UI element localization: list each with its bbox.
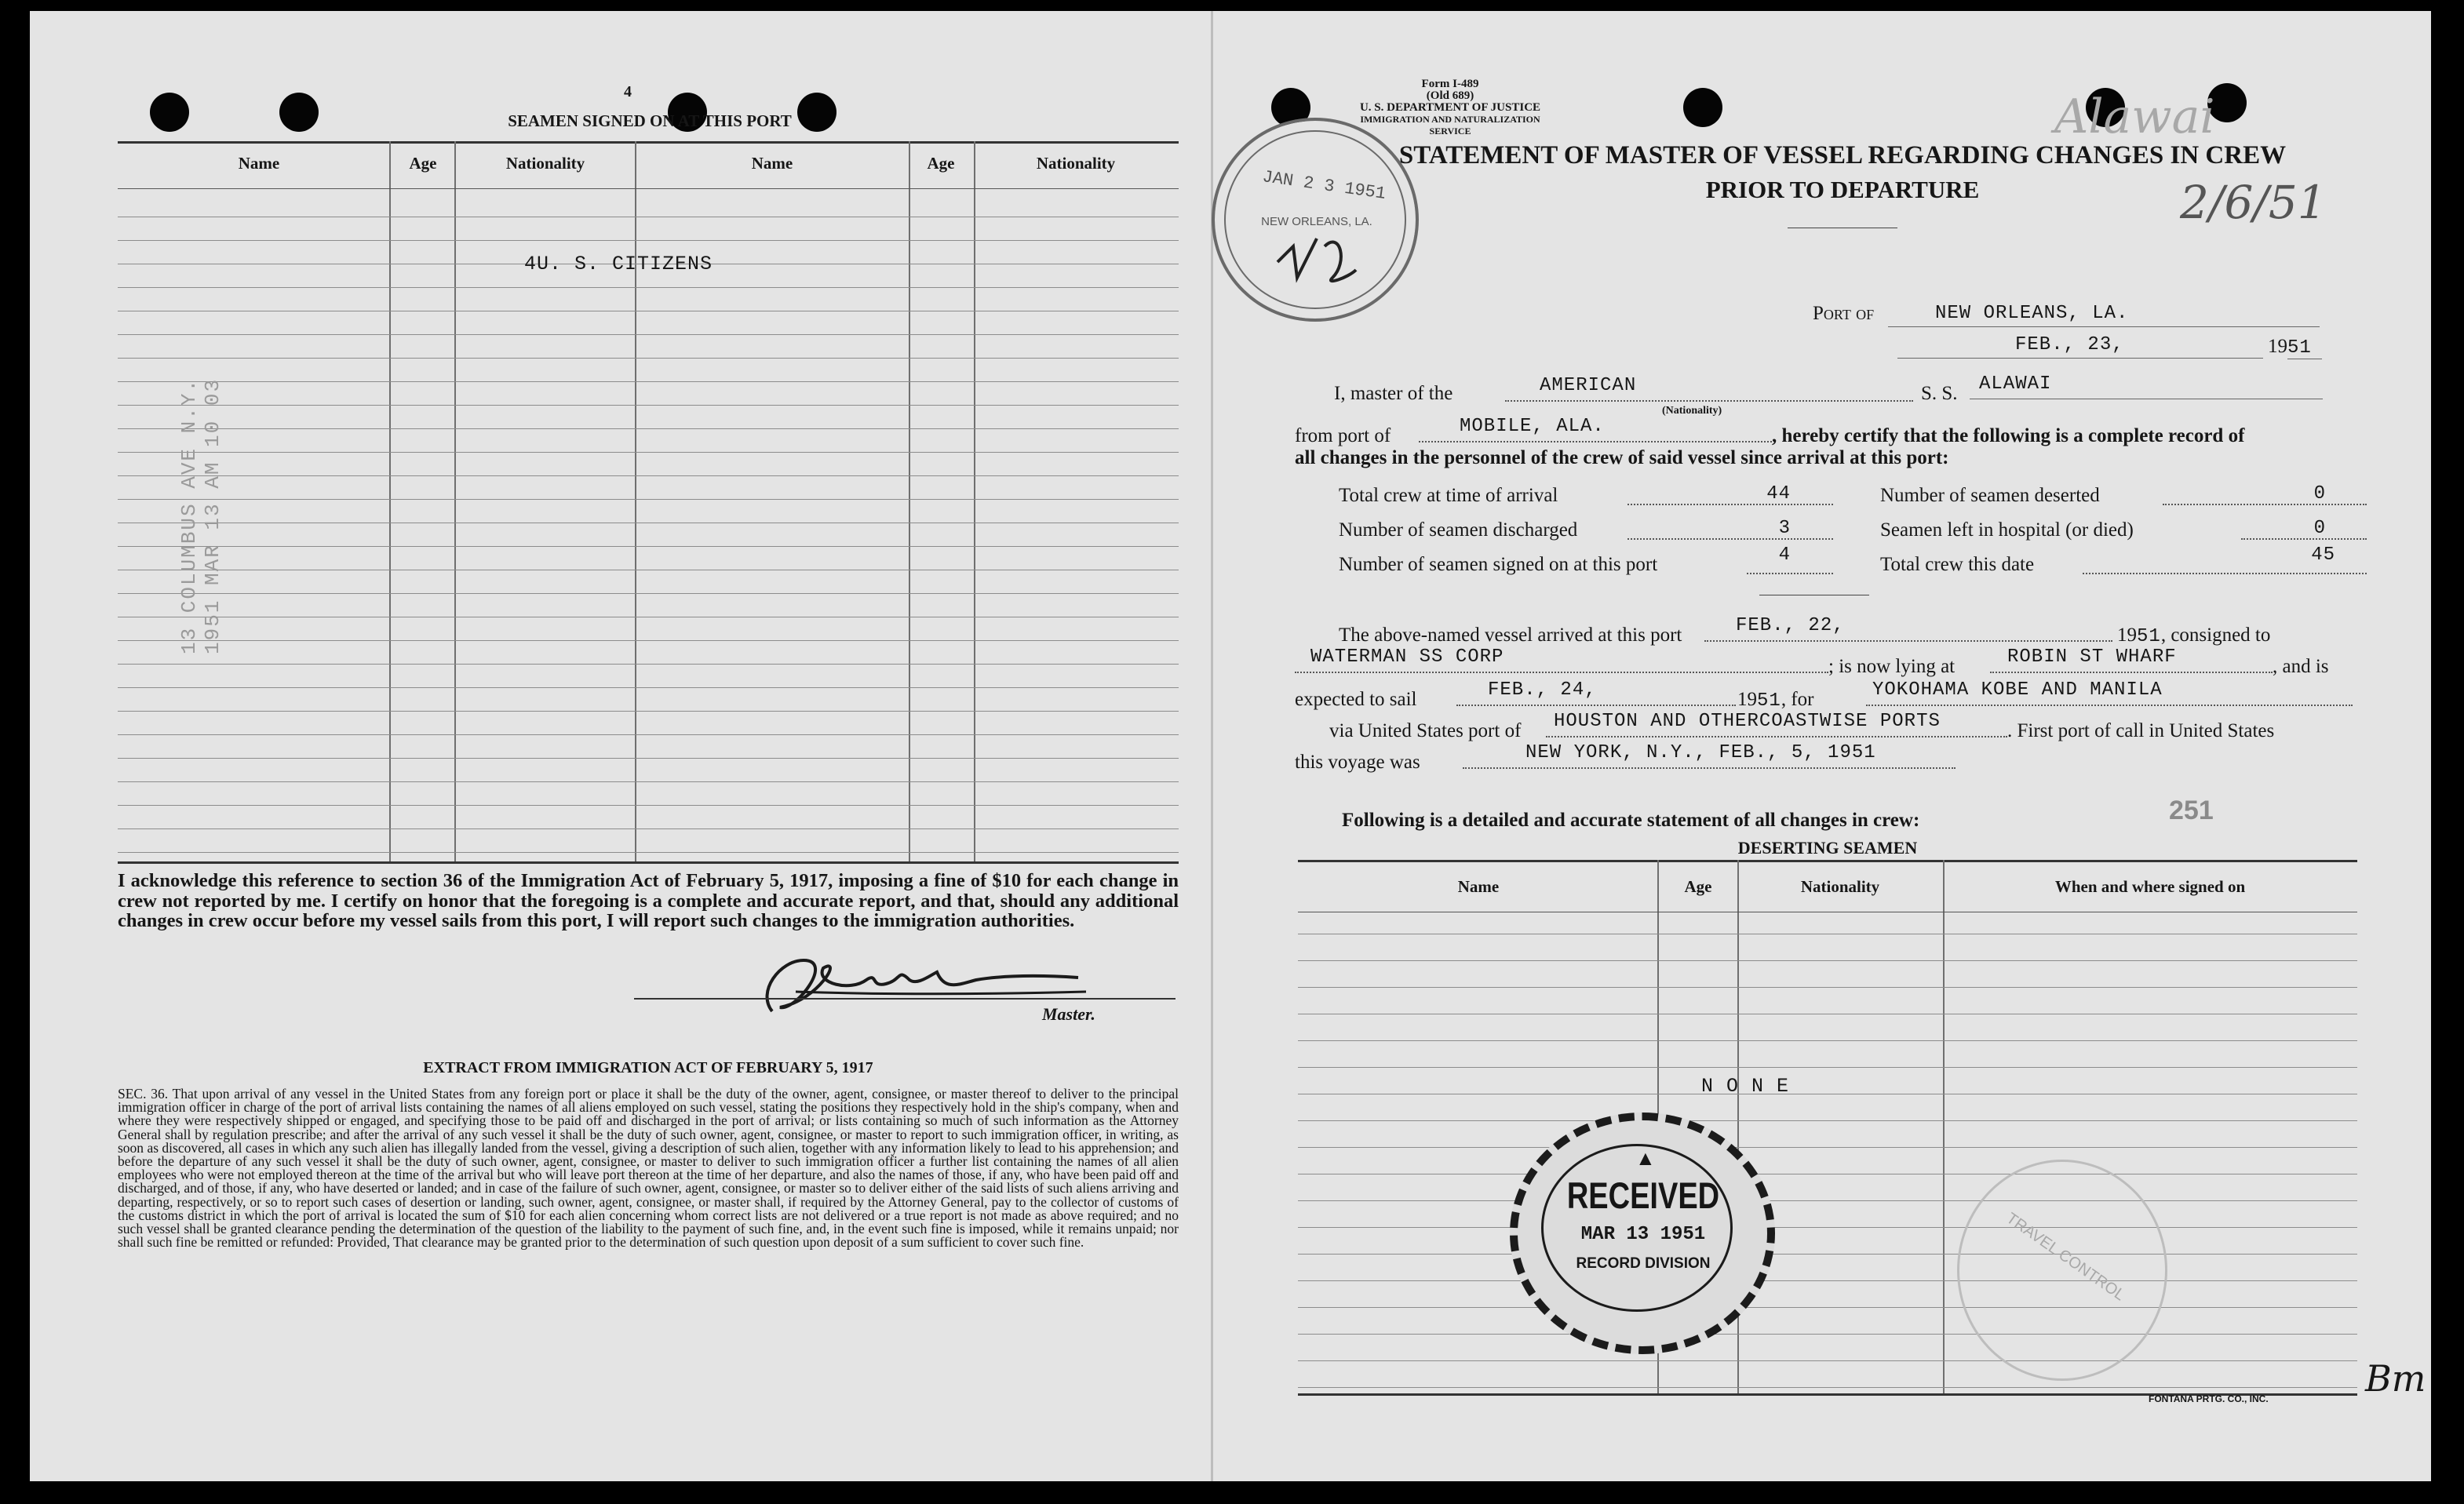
ruled-line [118, 758, 1179, 759]
port-label: Port of [1813, 303, 1875, 324]
column-divider [454, 141, 456, 861]
column-divider [974, 141, 975, 861]
and-is-label: , and is [2273, 656, 2329, 677]
form-old: (Old 689) [1426, 89, 1474, 102]
for-label: , for [1781, 689, 1814, 710]
expected-field [1456, 679, 1736, 706]
acknowledgment-text: I acknowledge this reference to section 36 of the Immigration Act of February 5, 1917, imposing a fine of $10 for each change in crew not reported by me. I certify on honor that the foregoing is a complete and accurate report, and that, should any additional changes in crew occur before my vessel sails from this port, I will report such changes to the immigration authorities. [118, 870, 1179, 931]
stat-label: Total crew at time of arrival [1339, 485, 1558, 506]
ruled-line [1298, 1227, 2357, 1228]
stat-value-field [1747, 544, 1833, 574]
column-divider [635, 141, 636, 861]
department: U. S. DEPARTMENT OF JUSTICE [1359, 101, 1541, 114]
port-field [1888, 303, 2320, 327]
stat-value-field [2163, 482, 2367, 505]
via-field [1546, 711, 2007, 737]
handwritten-initials: Bm [2365, 1357, 2426, 1400]
arrived-value: FEB., 22, [1736, 615, 1845, 636]
ruled-line [118, 475, 1179, 476]
stat-value-field [2241, 516, 2367, 540]
stamp-date: JAN 2 3 1951 [1261, 167, 1387, 204]
column-header: Name [238, 154, 280, 173]
deserting-entry: N O N E [1701, 1075, 1790, 1098]
arrived-field [1704, 615, 2112, 642]
header-rule [118, 188, 1179, 189]
ruled-line [118, 381, 1179, 382]
stat-label: Total crew this date [1880, 554, 2035, 575]
stat-value: 4 [1778, 544, 1791, 566]
ruled-line [1298, 1067, 2357, 1068]
expected-year-field: 1951, for [1737, 689, 1814, 712]
handwritten-date: 2/6/51 [2180, 176, 2327, 229]
extract-text: SEC. 36. That upon arrival of any vessel in the United States from any foreign port or place it shall be the duty of the owner, agent, consignee, or master thereof to deliver to the principal immigration officer in charge of the port of arrival lists containing the names of all aliens employed on such vessel, stating the positions they respectively hold in the ship's company, when and where they were respectively shipped or engaged, and specifying those to be paid off and discharged in the port of arrival; or lists containing so much of such information as the Attorney General shall by regulation prescribe; and after the arrival of any such vessel it shall be the duty of such owner, agent, consignee, or master to report to such immigration officer, in writing, as soon as discovered, all cases in which any such alien has illegally landed from the vessel, giving a description of such alien, together with any information likely to lead to his apprehension; and before the departure of any such vessel it shall be the duty of such owner, agent, consignee, or master to deliver to such immigration officer a further list containing the names of all alien employees who were not employed thereon at the time of the arrival but who will leave port thereon at the time of her departure, and also the names of those, if any, who have been paid off and discharged, and of those, if any, who have deserted or landed; and in case of the failure of such owner, agent, consignee, or master so to deliver either of the said lists of such aliens arriving and departing, respectively, or so to report such cases of desertion or landing, such owner, agent, consignee, or master shall, if required by the Attorney General, pay to the collector of customs of the customs district in which the port of arrival is located the sum of $10 for each alien concerning whom correct lists are not delivered or a true report is not made as above required; and no such vessel shall be granted clearance pending the determination of the question of the liability to the payment of such fine, and, in the event such fine is imposed, while it remains unpaid; nor shall such fine be remitted or refunded: Provided, That clearance may be granted prior to the determination of such question upon deposit of a sum sufficient to cover such fine. [118, 1086, 1179, 1251]
voyage-value: NEW YORK, N.Y., FEB., 5, 1951 [1525, 742, 1876, 763]
deserting-column-header: Age [1684, 877, 1712, 896]
ruled-line [118, 828, 1179, 829]
deserting-column-header: When and where signed on [2054, 877, 2246, 896]
ruled-line [118, 664, 1179, 665]
page-number: 4 [624, 83, 632, 100]
stat-value-field [2083, 544, 2367, 574]
stat-label: Seamen left in hospital (or died) [1880, 519, 2134, 541]
via-value: HOUSTON AND OTHERCOASTWISE PORTS [1554, 711, 1941, 732]
stat-row [1880, 519, 2367, 541]
stat-value: 45 [2311, 544, 2335, 566]
stat-value: 44 [1766, 483, 1791, 504]
from-port-value: MOBILE, ALA. [1460, 416, 1605, 437]
stat-value-field [1627, 482, 1833, 505]
stat-value: 0 [2313, 518, 2326, 539]
year-prefix: 19 [2268, 336, 2287, 357]
master-label: Master. [1042, 1004, 1095, 1024]
column-header: Name [751, 154, 793, 173]
column-divider [909, 141, 910, 861]
form-header [1348, 78, 1552, 137]
deserting-column-header: Name [1457, 877, 1500, 896]
stat-value-field [1627, 516, 1833, 540]
voyage-field [1463, 742, 1956, 769]
inspection-stamp [1212, 118, 1419, 322]
printer-mark: FONTANA PRTG. CO., INC. [2149, 1393, 2269, 1404]
first-port-label: . First port of call in United States [2007, 720, 2275, 741]
ruled-line [118, 852, 1179, 853]
nationality-field [1505, 375, 1913, 402]
column-divider [1943, 860, 1945, 1393]
stamp-received-date: MAR 13 1951 [1580, 1224, 1706, 1245]
form-number: Form I-489 [1421, 78, 1479, 90]
ruled-line [118, 711, 1179, 712]
ruled-line [1298, 1120, 2357, 1121]
deserting-title: DESERTING SEAMEN [1737, 838, 1918, 858]
stat-row [1339, 519, 1833, 541]
arrived-year: 51 [2137, 626, 2161, 647]
from-port-label: from port of [1295, 425, 1391, 446]
punch-hole [279, 93, 319, 132]
ruled-line [118, 358, 1179, 359]
section-title: SEAMEN SIGNED ON AT THIS PORT [508, 111, 792, 130]
ruled-line [118, 593, 1179, 594]
lying-value: ROBIN ST WHARF [2007, 646, 2177, 668]
table-top-rule [118, 141, 1179, 144]
ruled-line [1298, 1040, 2357, 1041]
ruled-line [118, 240, 1179, 241]
port-value: NEW ORLEANS, LA. [1935, 303, 2129, 324]
column-header: Age [927, 154, 955, 173]
ruled-line [118, 734, 1179, 735]
ship-name: ALAWAI [1979, 373, 2052, 395]
ruled-line [118, 428, 1179, 429]
stamp-received-word: RECEIVED [1566, 1175, 1720, 1218]
stat-value: 0 [2313, 483, 2326, 504]
signed-on-entry: 4U. S. CITIZENS [524, 253, 713, 275]
ruled-line [118, 499, 1179, 500]
ruled-line [118, 452, 1179, 453]
consignee: WATERMAN SS CORP [1310, 646, 1504, 668]
stamp-tree-icon: ▲ [1635, 1147, 1656, 1170]
ruled-line [118, 405, 1179, 406]
certify-text-2: all changes in the personnel of the crew of said vessel since arrival at this port: [1295, 447, 1949, 468]
received-stamp [1510, 1113, 1775, 1354]
ruled-line [118, 334, 1179, 335]
service: IMMIGRATION AND NATURALIZATION SERVICE [1360, 114, 1540, 137]
stat-row [1880, 544, 2367, 576]
ruled-line [1298, 1147, 2357, 1148]
destination: YOKOHAMA KOBE AND MANILA [1872, 679, 2163, 701]
column-header: Age [409, 154, 437, 173]
arrived-year-field: 1951, consigned to [2117, 625, 2271, 647]
stamp-division: RECORD DIVISION [1576, 1255, 1711, 1272]
document-sheet [30, 11, 2431, 1481]
from-port-field [1419, 416, 1772, 442]
ship-name-field [1970, 373, 2323, 399]
ruled-line [1298, 1334, 2357, 1335]
punch-hole [1683, 88, 1722, 127]
table-bottom-rule [118, 861, 1179, 864]
certify-text: , hereby certify that the following is a complete record of [1772, 425, 2245, 446]
ruled-line [1298, 1200, 2357, 1201]
ruled-line [118, 546, 1179, 547]
stamp-initials [1270, 215, 1364, 293]
ruled-line [118, 287, 1179, 288]
consigned-label: , consigned to [2160, 625, 2271, 646]
ruled-line [118, 640, 1179, 641]
nationality-value: AMERICAN [1540, 375, 1637, 396]
stamp-number: 251 [2169, 796, 2214, 825]
ruled-line [118, 781, 1179, 782]
year-value: 51 [2287, 337, 2312, 359]
column-header: Nationality [1036, 154, 1116, 173]
ruled-line [1298, 1280, 2357, 1281]
faint-stamp-text: TRAVEL CONTROL [2003, 1209, 2128, 1305]
vertical-postmark: 13 COLUMBUS AVE N.Y. 1951 MAR 13 AM 10 03 [177, 377, 224, 654]
ruled-line [1298, 1387, 2357, 1388]
handwritten-vessel-name: Alawai [2054, 89, 2215, 144]
deserting-column-header: Nationality [1800, 877, 1880, 896]
ruled-line [1298, 1360, 2357, 1361]
year-field [2268, 336, 2322, 359]
expected-year: 51 [1757, 690, 1781, 712]
stat-label: Number of seamen discharged [1339, 519, 1578, 541]
stat-label: Number of seamen deserted [1880, 485, 2100, 506]
signature-line [634, 998, 1176, 1000]
arrived-label: The above-named vessel arrived at this port [1339, 625, 1682, 646]
ruled-line [118, 687, 1179, 688]
ruled-line [1298, 1254, 2357, 1255]
ss-label: S. S. [1921, 383, 1958, 404]
stat-value: 3 [1778, 518, 1791, 539]
column-header: Nationality [505, 154, 585, 173]
lying-field [1990, 646, 2273, 673]
expected-label: expected to sail [1295, 689, 1417, 710]
date-value: FEB., 23, [2015, 334, 2124, 355]
stat-row [1339, 544, 1833, 576]
ruled-line [1298, 960, 2357, 961]
extract-title: EXTRACT FROM IMMIGRATION ACT OF FEBRUARY 5, 1917 [423, 1059, 873, 1076]
form-title: STATEMENT OF MASTER OF VESSEL REGARDING CHANGES IN CREW [1398, 141, 2287, 169]
via-label: via United States port of [1329, 720, 1522, 741]
column-divider [389, 141, 391, 861]
expected-value: FEB., 24, [1488, 679, 1597, 701]
stat-row [1339, 485, 1833, 507]
stat-label: Number of seamen signed on at this port [1339, 554, 1658, 575]
nationality-caption: (Nationality) [1662, 405, 1722, 417]
ruled-line [1298, 987, 2357, 988]
consignee-field [1295, 646, 1828, 673]
form-subtitle: PRIOR TO DEPARTURE [1705, 176, 1980, 203]
voyage-label: this voyage was [1295, 752, 1420, 773]
stamp-city: NEW ORLEANS, LA. [1261, 215, 1372, 228]
lying-label: ; is now lying at [1828, 656, 1956, 677]
date-field [1897, 334, 2263, 359]
following-label: Following is a detailed and accurate statement of all changes in crew: [1342, 810, 1920, 831]
stat-row [1880, 485, 2367, 507]
punch-hole [150, 93, 189, 132]
destination-field [1866, 679, 2353, 706]
master-of-label: I, master of the [1334, 383, 1453, 404]
faint-stamp [1957, 1160, 2167, 1381]
ruled-line [1298, 1307, 2357, 1308]
ruled-line [118, 805, 1179, 806]
deserting-top-rule [1298, 860, 2357, 862]
